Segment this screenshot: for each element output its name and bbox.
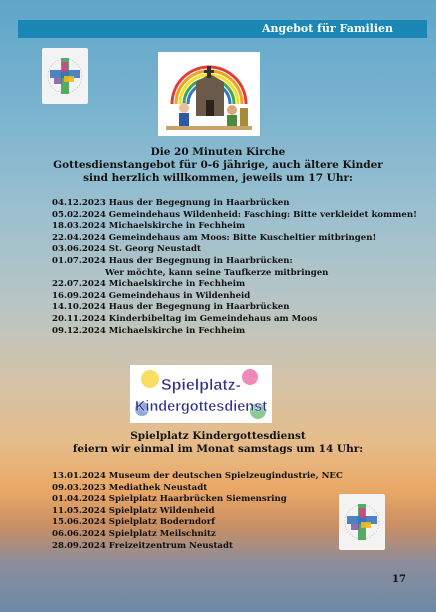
event-list-20-minuten-kirche [52,198,422,337]
list-item: 06.06.2024 Spielplatz Meilschnitz [52,528,216,539]
heading-line: Gottesdienstangebot für 0-6 jährige, auch ältere Kinder [53,159,383,171]
list-item: 16.09.2024 Gemeindehaus in Wildenheid [52,290,251,301]
list-item: 22.07.2024 Michaelskirche in Fechheim [52,279,246,290]
page-number: 17 [392,574,406,585]
list-item: 15.06.2024 Spielplatz Boderndorf [52,517,215,528]
section-heading-spielplatz [0,430,436,456]
church-illustration [158,52,260,136]
cross-logo-icon [42,48,88,104]
heading-line: feiern wir einmal im Monat samstags um 14 Uhr: [72,443,364,455]
list-item: 04.12.2023 Haus der Begegnung in Haarbrücken [52,198,290,208]
heading-line: Spielplatz Kindergottesdienst [130,430,306,442]
list-item: 01.04.2024 Spielplatz Haarbrücken Siemensring [52,494,287,505]
heading-line: sind herzlich willkommen, jeweils um 17 Uhr: [83,172,353,184]
header-title: Angebot für Familien [261,22,393,35]
list-item: 09.03.2023 Mediathek Neustadt [52,482,208,493]
section-heading-20-minuten-kirche [0,146,436,185]
list-item: 22.04.2024 Gemeindehaus am Moos: Bitte Kuscheltier mitbringen! [52,232,377,243]
list-item: 09.12.2024 Michaelskirche in Fechheim [52,325,246,336]
list-item: 14.10.2024 Haus der Begegnung in Haarbrücken [52,302,290,313]
list-item: 20.11.2024 Kinderbibeltag im Gemeindehaus am Moos [52,313,318,324]
list-item: 28.09.2024 Freizeitzentrum Neustadt [52,540,233,551]
list-item: 05.02.2024 Gemeindehaus Wildenheid: Fasching: Bitte verkleidet kommen! [52,209,417,220]
list-item: 01.07.2024 Haus der Begegnung in Haarbrücken: [52,255,293,266]
spielplatz-kindergottesdienst-logo [130,365,272,423]
list-item: 11.05.2024 Spielplatz Wildenheid [52,505,215,516]
spielplatz-logo-line2: Kindergottesdienst [134,399,268,415]
cross-logo-icon [339,494,385,550]
list-item: 03.06.2024 St. Georg Neustadt [52,244,201,255]
list-item: 13.01.2024 Museum der deutschen Spielzeugindustrie, NEC [52,471,343,481]
list-item: 18.03.2024 Michaelskirche in Fechheim [52,221,246,232]
list-item-continuation: Wer möchte, kann seine Taufkerze mitbringen [105,267,329,278]
spielplatz-logo-line1: Spielplatz- [160,377,242,394]
header-bar [18,20,427,38]
heading-line: Die 20 Minuten Kirche [150,146,286,158]
